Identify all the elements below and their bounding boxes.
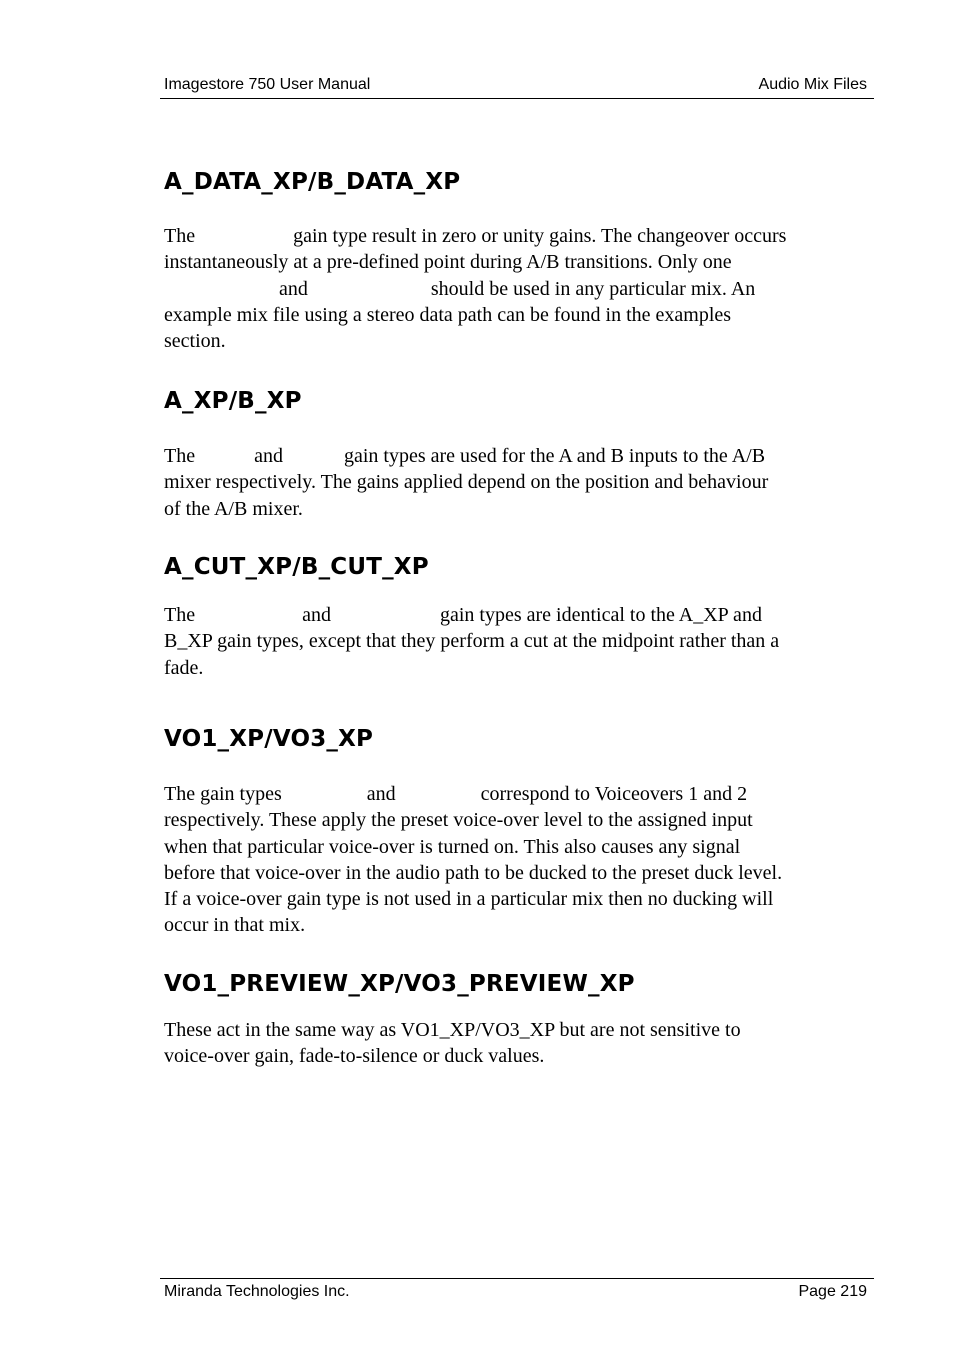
header-section: Audio Mix Files — [758, 76, 867, 93]
section-body-vo1-preview-xp — [164, 1017, 876, 1070]
section-heading-a-data-xp: A_DATA_XP/B_DATA_XP — [164, 169, 461, 195]
body-line: occur in that mix. — [164, 914, 306, 937]
body-line: of the A/B mixer. — [164, 497, 303, 520]
body-line: when that particular voice-over is turned on. This also causes any signal — [164, 835, 741, 858]
body-line: voice-over gain, fade-to-silence or duck values. — [164, 1045, 545, 1068]
body-line: B_XP gain types, except that they perform a cut at the midpoint rather than a — [164, 630, 780, 653]
footer-company: Miranda Technologies Inc. — [164, 1283, 350, 1300]
page-number: Page 219 — [798, 1283, 867, 1300]
body-line: respectively. These apply the preset voice-over level to the assigned input — [164, 809, 753, 832]
header-rule — [160, 98, 874, 99]
body-line: The gain types and correspond to Voiceovers 1 and 2 — [164, 783, 748, 805]
footer-rule — [160, 1278, 874, 1279]
body-line: example mix file using a stereo data path can be found in the examples — [164, 303, 732, 326]
body-line: The and gain types are used for the A and B inputs to the A/B — [164, 445, 766, 467]
section-body-vo1-xp — [164, 781, 876, 939]
section-heading-vo1-preview-xp: VO1_PREVIEW_XP/VO3_PREVIEW_XP — [164, 971, 635, 997]
section-body-a-cut-xp — [164, 602, 876, 681]
section-body-a-xp — [164, 443, 876, 522]
body-line: The gain type result in zero or unity gains. The changeover occurs — [164, 225, 787, 247]
body-line: instantaneously at a pre-defined point during A/B transitions. Only one — [164, 251, 732, 274]
body-line: These act in the same way as VO1_XP/VO3_XP but are not sensitive to — [164, 1019, 741, 1041]
body-line: section. — [164, 330, 226, 353]
body-line: The and gain types are identical to the A_XP and — [164, 604, 762, 626]
body-line: If a voice-over gain type is not used in a particular mix then no ducking will — [164, 888, 774, 911]
body-line: fade. — [164, 656, 204, 679]
section-body-a-data-xp — [164, 223, 876, 354]
body-line: before that voice-over in the audio path to be ducked to the preset duck level. — [164, 861, 783, 884]
section-heading-a-cut-xp: A_CUT_XP/B_CUT_XP — [164, 554, 429, 580]
body-line: and should be used in any particular mix. An — [279, 277, 756, 300]
page-header — [163, 76, 873, 96]
body-line: mixer respectively. The gains applied depend on the position and behaviour — [164, 471, 769, 494]
page-footer — [163, 1283, 873, 1303]
header-title: Imagestore 750 User Manual — [164, 76, 371, 93]
section-heading-a-xp: A_XP/B_XP — [164, 388, 302, 414]
section-heading-vo1-xp: VO1_XP/VO3_XP — [164, 726, 374, 752]
